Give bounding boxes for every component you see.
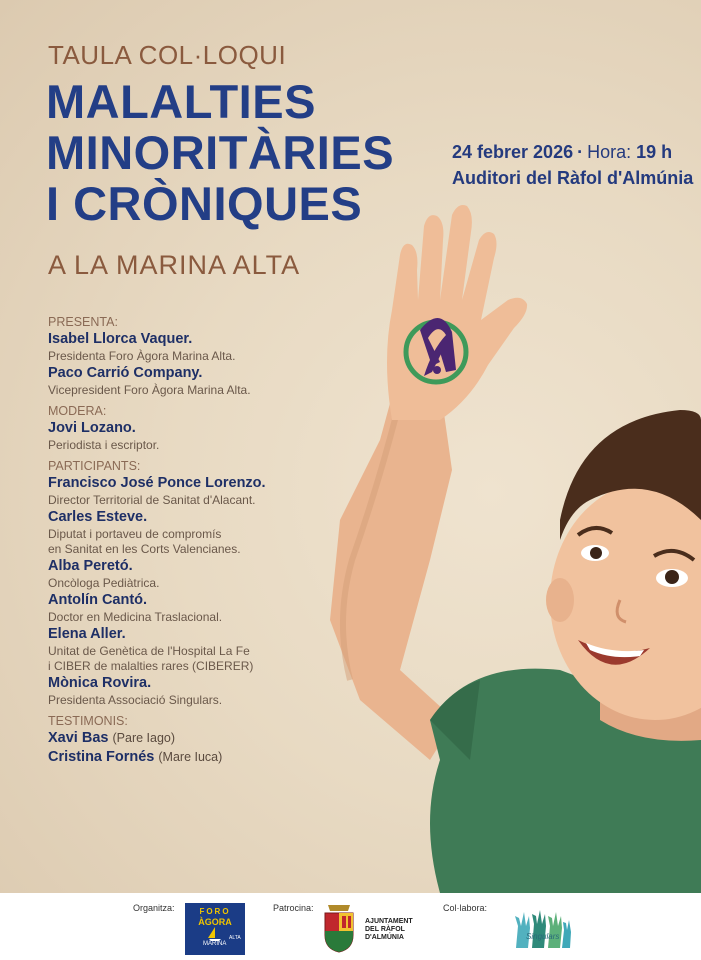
person-name: Francisco José Ponce Lorenzo.	[48, 475, 266, 491]
person-name: Carles Esteve.	[48, 509, 148, 525]
sail-icon	[207, 927, 223, 941]
event-datetime	[452, 139, 693, 165]
speakers-list	[48, 312, 318, 773]
ajuntament-text	[365, 918, 413, 942]
person-role: Unitat de Genètica de l'Hospital La Fe	[48, 644, 250, 658]
foro-logo-mid: ÀGORA	[198, 917, 232, 927]
ajuntament-line-1: AJUNTAMENT	[365, 918, 413, 925]
event-kicker: TAULA COL·LOQUI	[48, 40, 287, 70]
foro-logo-top: FORO	[199, 907, 231, 916]
person-role: Diputat i portaveu de compromís	[48, 527, 222, 541]
ajuntament-shield-logo	[322, 903, 356, 953]
event-subtitle: A LA MARINA ALTA	[48, 250, 301, 280]
separator-dot: ·	[577, 142, 584, 162]
section-label: PARTICIPANTS:	[48, 459, 141, 473]
presenta-section	[48, 315, 318, 398]
person-name: Alba Peretó.	[48, 558, 133, 574]
organitza-label: Organitza:	[133, 903, 175, 913]
title-line-2: MINORITÀRIES	[46, 126, 395, 179]
collabora-label: Col·labora:	[443, 903, 488, 913]
foro-logo-alta: ALTA	[229, 935, 241, 941]
person-role: i CIBER de malalties rares (CIBERER)	[48, 659, 254, 673]
participants-section	[48, 459, 318, 708]
person-role: en Sanitat en les Corts Valencianes.	[48, 542, 241, 556]
patrocina-label: Patrocina:	[273, 903, 314, 913]
person-name: Paco Carrió Company.	[48, 365, 203, 381]
person-name: Jovi Lozano.	[48, 420, 136, 436]
person-name: Antolín Cantó.	[48, 592, 148, 608]
person-name: Isabel Llorca Vaquer.	[48, 331, 193, 347]
person-name: Mònica Rovira.	[48, 675, 152, 691]
hour-label: Hora:	[587, 142, 632, 162]
person-name	[48, 729, 318, 748]
section-label: PRESENTA:	[48, 315, 118, 329]
foro-agora-logo	[185, 903, 245, 955]
person-role: Oncòloga Pediàtrica.	[48, 576, 160, 590]
section-label: MODERA:	[48, 404, 107, 418]
foro-logo-bottom: MARINA	[203, 941, 227, 947]
person-role: Doctor en Medicina Traslacional.	[48, 610, 223, 624]
person-name: Elena Aller.	[48, 626, 126, 642]
testimonis-section	[48, 714, 318, 767]
child-palm	[387, 205, 527, 420]
ajuntament-line-2: DEL RÀFOL	[365, 926, 405, 933]
person-name	[48, 748, 318, 767]
singulars-hands-logo	[512, 908, 572, 948]
person-role: Director Territorial de Sanitat d'Alacant.	[48, 493, 256, 507]
section-label: TESTIMONIS:	[48, 714, 128, 728]
person-role: Presidenta Associació Singulars.	[48, 693, 223, 707]
person-role: Vicepresident Foro Àgora Marina Alta.	[48, 383, 251, 397]
testimoni-note: (Mare Iuca)	[158, 750, 223, 764]
event-title	[46, 76, 394, 229]
event-info	[452, 139, 693, 191]
ajuntament-line-3: D'ALMÚNIA	[365, 934, 404, 941]
testimoni-name: Cristina Fornés	[48, 749, 155, 765]
testimoni-name: Xavi Bas	[48, 730, 109, 746]
modera-section	[48, 404, 318, 453]
person-role: Periodista i escriptor.	[48, 438, 160, 452]
title-line-1: MALALTIES	[46, 75, 316, 128]
person-role: Presidenta Foro Àgora Marina Alta.	[48, 349, 236, 363]
event-hour: 19 h	[636, 142, 673, 162]
singulars-text: Singulars	[526, 932, 560, 941]
title-line-3: I CRÒNIQUES	[46, 177, 363, 230]
event-venue: Auditori del Ràfol d'Almúnia	[452, 168, 694, 188]
event-date: 24 febrer 2026	[452, 142, 574, 162]
testimoni-note: (Pare Iago)	[112, 731, 176, 745]
